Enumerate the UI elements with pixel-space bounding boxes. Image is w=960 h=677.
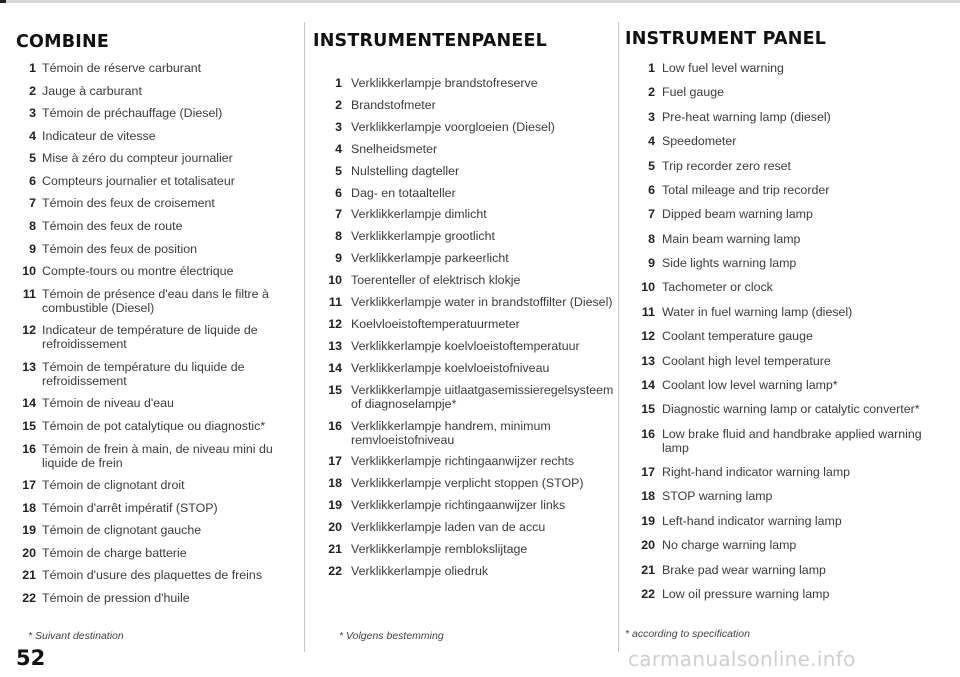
item-number: 4 (29, 128, 36, 143)
item-number: 8 (29, 219, 36, 233)
item-text: Témoin de préchauffage (Diesel) (42, 106, 223, 121)
item-text: Témoin de clignotant gauche (42, 523, 202, 538)
item-text: Verklikkerlampje voorgloeien (Diesel) (351, 119, 555, 134)
item-number: 1 (29, 61, 36, 75)
item-text: Coolant low level warning lamp* (662, 377, 838, 392)
watermark: carmanualsonline.info (628, 647, 856, 671)
item-text: Verklikkerlampje oliedruk (351, 564, 489, 578)
item-number: 22 (641, 587, 655, 601)
item-number: 13 (22, 359, 36, 374)
item-text: Témoin de pot catalytique ou diagnostic* (42, 419, 266, 433)
item-text: Témoin de niveau d'eau (42, 396, 174, 411)
item-text: Verklikkerlampje richtingaanwijzer links (351, 498, 566, 513)
item-text: Tachometer or clock (662, 280, 773, 295)
column-divider-left (304, 22, 305, 652)
item-number: 15 (328, 382, 342, 397)
item-number: 13 (641, 353, 655, 368)
item-number: 6 (335, 185, 342, 200)
footnote-dutch: * Volgens bestemming (339, 630, 444, 642)
item-text: Verklikkerlampje uitlaatgasemissieregelsysteem (351, 382, 614, 397)
item-text: Snelheidsmeter (351, 141, 438, 156)
item-text: remvloeistofniveau (351, 432, 455, 447)
item-text: Trip recorder zero reset (662, 158, 791, 173)
item-text: Right-hand indicator warning lamp (662, 465, 851, 480)
column-divider-right (618, 22, 619, 652)
item-number: 10 (22, 264, 36, 279)
item-number: 2 (648, 85, 655, 100)
item-text: Verklikkerlampje koelvloeistoftemperatuur (351, 338, 580, 353)
item-number: 5 (29, 151, 36, 166)
item-text: Main beam warning lamp (662, 231, 801, 246)
item-text: Témoin de réserve carburant (42, 61, 202, 75)
item-text: Pre-heat warning lamp (diesel) (662, 109, 831, 124)
item-text: Nulstelling dagteller (351, 163, 460, 178)
item-text: of diagnoselampje* (351, 396, 457, 411)
item-text: Brake pad wear warning lamp (662, 562, 826, 577)
item-text: Jauge à carburant (42, 83, 142, 98)
item-number: 6 (29, 173, 36, 188)
item-number: 18 (22, 500, 36, 515)
item-text: Témoin d'usure des plaquettes de freins (42, 568, 263, 583)
item-number: 22 (22, 591, 36, 605)
item-number: 7 (335, 207, 342, 222)
item-text: Verklikkerlampje koelvloeistofniveau (351, 360, 550, 375)
item-text: Témoin de clignotant droit (42, 478, 185, 493)
item-text: Témoin des feux de position (42, 241, 197, 256)
item-text: Diagnostic warning lamp or catalytic converter* (662, 402, 920, 417)
footnote-french: * Suivant destination (28, 630, 124, 642)
item-text: Brandstofmeter (351, 97, 436, 112)
item-number: 18 (641, 489, 655, 504)
item-number: 3 (648, 109, 655, 124)
item-number: 19 (641, 513, 655, 528)
section-title-french: COMBINE (16, 32, 109, 52)
item-number: 21 (641, 562, 655, 577)
item-text: Témoin de charge batterie (42, 545, 187, 560)
item-number: 5 (335, 163, 342, 178)
item-text: Verklikkerlampje remblokslijtage (351, 542, 528, 557)
item-number: 15 (22, 419, 36, 433)
item-number: 18 (328, 476, 342, 491)
item-number: 6 (648, 182, 655, 197)
item-text: Mise à zéro du compteur journalier (42, 151, 233, 166)
item-number: 2 (335, 97, 342, 112)
item-text: Side lights warning lamp (662, 256, 797, 271)
item-number: 3 (29, 106, 36, 121)
item-text: STOP warning lamp (662, 489, 773, 504)
item-text: Water in fuel warning lamp (diesel) (662, 304, 853, 319)
item-text: Témoin des feux de croisement (42, 196, 215, 211)
item-text: Coolant high level temperature (662, 353, 831, 368)
item-number: 8 (335, 229, 342, 244)
item-number: 11 (641, 304, 655, 319)
item-number: 17 (22, 478, 36, 493)
item-text: Dag- en totaalteller (351, 185, 456, 200)
item-text: No charge warning lamp (662, 538, 797, 553)
item-number: 9 (335, 251, 342, 266)
item-text: refroidissement (42, 337, 127, 352)
item-number: 21 (22, 568, 36, 583)
item-number: 11 (22, 286, 36, 301)
section-title-english: INSTRUMENT PANEL (625, 29, 827, 49)
item-text: Total mileage and trip recorder (662, 182, 830, 197)
item-text: Verklikkerlampje parkeerlicht (351, 251, 509, 266)
item-number: 17 (641, 465, 655, 480)
item-number: 19 (328, 498, 342, 513)
item-number: 1 (335, 76, 342, 90)
item-text: Verklikkerlampje handrem, minimum (351, 418, 551, 433)
item-number: 9 (648, 256, 655, 271)
item-number: 12 (641, 329, 655, 344)
item-number: 10 (328, 273, 342, 288)
page-number: 52 (16, 646, 46, 670)
item-number: 14 (328, 360, 342, 375)
item-text: Speedometer (662, 134, 737, 149)
item-number: 2 (29, 83, 36, 98)
item-text: Left-hand indicator warning lamp (662, 513, 842, 528)
item-text: Low brake fluid and handbrake applied warning (662, 426, 922, 441)
item-number: 1 (648, 61, 655, 75)
item-number: 4 (335, 141, 342, 156)
item-text: Verklikkerlampje water in brandstoffilter (Diesel) (351, 295, 613, 310)
item-text: Toerenteller of elektrisch klokje (351, 273, 521, 288)
item-text: Dipped beam warning lamp (662, 207, 813, 222)
item-number: 22 (328, 564, 342, 578)
item-text: Indicateur de vitesse (42, 128, 156, 143)
item-number: 16 (641, 426, 655, 441)
item-text: Compte-tours ou montre électrique (42, 264, 234, 279)
item-number: 12 (328, 316, 342, 331)
item-text: refroidissement (42, 373, 127, 388)
item-number: 4 (648, 134, 655, 149)
item-number: 19 (22, 523, 36, 538)
item-text: Verklikkerlampje richtingaanwijzer rechts (351, 454, 575, 469)
item-number: 14 (22, 396, 36, 411)
item-number: 13 (328, 338, 342, 353)
item-number: 11 (328, 295, 342, 310)
item-text: Verklikkerlampje dimlicht (351, 207, 487, 222)
item-number: 7 (29, 196, 36, 211)
top-rule (0, 0, 960, 3)
item-text: Low fuel level warning (662, 61, 784, 75)
item-text: lamp (662, 440, 689, 455)
item-text: Coolant temperature gauge (662, 329, 813, 344)
item-number: 16 (328, 418, 342, 433)
item-number: 3 (335, 119, 342, 134)
item-text: Témoin de température du liquide de (42, 359, 245, 374)
item-number: 14 (641, 377, 655, 392)
item-number: 15 (641, 402, 655, 417)
item-text: Témoin de pression d'huile (42, 591, 190, 605)
item-text: Verklikkerlampje grootlicht (351, 229, 495, 244)
item-text: liquide de frein (42, 455, 123, 470)
item-text: Indicateur de température de liquide de (42, 323, 258, 338)
item-number: 12 (22, 323, 36, 338)
item-number: 16 (22, 441, 36, 456)
item-text: Témoin de frein à main, de niveau mini du (42, 441, 273, 456)
item-number: 17 (328, 454, 342, 469)
item-number: 20 (328, 520, 342, 535)
item-number: 5 (648, 158, 655, 173)
item-text: Low oil pressure warning lamp (662, 587, 830, 601)
item-number: 20 (641, 538, 655, 553)
item-text: Koelvloeistoftemperatuurmeter (351, 316, 520, 331)
item-number: 10 (641, 280, 655, 295)
item-number: 8 (648, 231, 655, 246)
item-text: Témoin d'arrêt impératif (STOP) (42, 500, 218, 515)
item-text: Verklikkerlampje verplicht stoppen (STOP) (351, 476, 584, 491)
item-text: Verklikkerlampje laden van de accu (351, 520, 546, 535)
footnote-english: * according to specification (625, 628, 750, 640)
item-text: Fuel gauge (662, 85, 725, 100)
item-text: Verklikkerlampje brandstofreserve (351, 76, 538, 90)
item-text: Témoin des feux de route (42, 219, 183, 233)
section-title-dutch: INSTRUMENTENPANEEL (313, 31, 548, 51)
item-number: 7 (648, 207, 655, 222)
item-text: Témoin de présence d'eau dans le filtre à (42, 286, 269, 301)
item-number: 21 (328, 542, 342, 557)
item-number: 9 (29, 241, 36, 256)
item-text: Compteurs journalier et totalisateur (42, 173, 235, 188)
item-text: combustible (Diesel) (42, 300, 155, 315)
item-number: 20 (22, 545, 36, 560)
